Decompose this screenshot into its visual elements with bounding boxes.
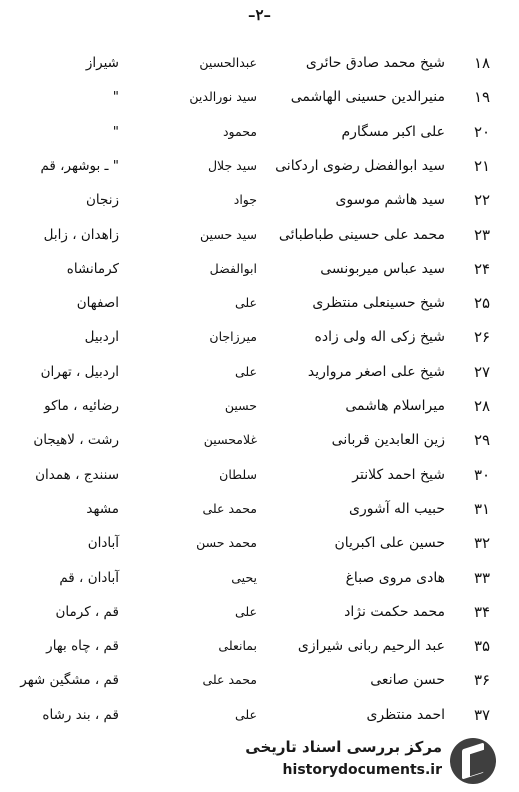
location: آبادان ، قم xyxy=(59,569,119,586)
table-row xyxy=(0,224,519,258)
person-name: شیخ احمد کلانتر xyxy=(352,466,445,483)
location: اردبیل ، تهران xyxy=(40,363,119,380)
person-name: شیخ علی اصغر مروارید xyxy=(307,363,445,380)
father-name: ابوالفضل xyxy=(209,260,257,276)
document-logo-icon xyxy=(450,738,496,784)
table-row xyxy=(0,52,519,86)
person-name: زین العابدین قربانی xyxy=(331,432,445,449)
table-row xyxy=(0,155,519,189)
father-name: محمد علی xyxy=(202,500,257,516)
person-name: شیخ زکی اله ولی زاده xyxy=(314,329,445,346)
table-row xyxy=(0,292,519,326)
person-name: هادی مروی صباغ xyxy=(345,569,445,586)
row-number: ۲۳ xyxy=(473,225,491,244)
person-name: سید هاشم موسوی xyxy=(335,192,445,209)
location: رشت ، لاهیجان xyxy=(33,432,119,449)
person-name: محمد حکمت نژاد xyxy=(344,603,445,620)
person-name: منیرالدین حسینی الهاشمی xyxy=(290,89,445,106)
location: " xyxy=(112,123,119,140)
father-name: سلطان xyxy=(219,466,257,482)
person-name: حبیب اله آشوری xyxy=(349,500,445,517)
person-name: شیخ حسینعلی منتظری xyxy=(312,295,445,312)
table-row xyxy=(0,532,519,566)
row-number: ۲۸ xyxy=(473,397,491,415)
father-name: علی xyxy=(234,363,257,379)
location: مشهد xyxy=(86,500,119,517)
father-name: حسین xyxy=(224,398,257,413)
watermark-url: historydocuments.ir xyxy=(282,762,442,778)
location: سنندج ، همدان xyxy=(35,466,119,483)
table-row xyxy=(0,189,519,223)
father-name: سید جلال xyxy=(207,157,257,173)
person-name: سید عباس میربونسی xyxy=(320,260,445,277)
table-row xyxy=(0,669,519,703)
row-number: ۲۱ xyxy=(473,156,491,175)
father-name: عبدالحسین xyxy=(199,55,257,70)
table-row xyxy=(0,361,519,395)
person-name: حسین علی اکبریان xyxy=(334,535,445,552)
location: قم ، مشگین شهر xyxy=(20,672,119,689)
row-number: ۲۶ xyxy=(473,328,491,347)
location: اردبیل xyxy=(84,329,119,346)
row-number: ۱۹ xyxy=(473,88,491,107)
table-row xyxy=(0,704,519,738)
location: " xyxy=(112,89,119,106)
location: زنجان xyxy=(85,192,119,209)
table-row xyxy=(0,258,519,292)
location: کرمانشاه xyxy=(66,260,119,277)
row-number: ۲۴ xyxy=(473,259,491,278)
row-number: ۳۲ xyxy=(473,534,491,553)
row-number: ۲۵ xyxy=(473,294,491,313)
watermark xyxy=(228,738,496,784)
table-row xyxy=(0,464,519,498)
person-name: حسن صانعی xyxy=(370,672,445,689)
father-name: علی xyxy=(234,706,257,722)
person-name: احمد منتظری xyxy=(366,706,445,723)
location: آبادان xyxy=(87,535,119,552)
row-number: ۱۸ xyxy=(473,54,491,72)
table-row xyxy=(0,395,519,429)
row-number: ۳۱ xyxy=(473,499,491,518)
father-name: محمود xyxy=(222,123,257,139)
location: قم ، چاه بهار xyxy=(46,638,119,655)
father-name: علی xyxy=(234,603,257,619)
location: رضائیه ، ماکو xyxy=(44,398,119,414)
row-number: ۳۳ xyxy=(473,568,491,587)
table-row xyxy=(0,121,519,155)
father-name: سید نورالدین xyxy=(189,89,257,105)
row-number: ۳۷ xyxy=(473,705,491,724)
row-number: ۳۵ xyxy=(473,637,491,656)
person-name: علی اکبر مسگارم xyxy=(341,123,445,140)
father-name: میرزاجان xyxy=(209,329,257,345)
row-number: ۲۷ xyxy=(473,362,491,381)
row-number: ۳۰ xyxy=(473,465,491,484)
row-number: ۲۲ xyxy=(473,191,491,210)
father-name: بمانعلی xyxy=(218,638,257,654)
person-name: سید ابوالفضل رضوی اردکانی xyxy=(275,157,445,174)
table-row xyxy=(0,601,519,635)
table-row xyxy=(0,567,519,601)
father-name: جواد xyxy=(233,192,257,208)
location: اصفهان xyxy=(76,295,119,312)
father-name: محمد حسن xyxy=(196,535,257,551)
location: " ـ بوشهر، قم xyxy=(40,157,119,174)
father-name: محمد علی xyxy=(202,672,257,688)
row-number: ۲۰ xyxy=(473,122,491,141)
table-row xyxy=(0,429,519,463)
table-row xyxy=(0,326,519,360)
person-name: محمد علی حسینی طباطبائی xyxy=(278,226,445,243)
person-name: عبد الرحیم ربانی شیرازی xyxy=(297,638,445,655)
father-name: سید حسین xyxy=(200,226,257,242)
person-name: میراسلام هاشمی xyxy=(345,398,445,414)
watermark-org: مرکز بررسی اسناد تاریخی xyxy=(245,738,442,756)
father-name: یحیی xyxy=(231,569,257,585)
row-number: ۳۴ xyxy=(473,602,491,621)
father-name: علی xyxy=(234,295,257,311)
page-number: –۲– xyxy=(247,6,272,24)
person-name: شیخ محمد صادق حائری xyxy=(305,55,445,71)
row-number: ۲۹ xyxy=(473,431,491,450)
father-name: غلامحسین xyxy=(203,432,257,448)
location: قم ، کرمان xyxy=(55,603,119,620)
location: زاهدان ، زابل xyxy=(43,226,119,243)
table-row xyxy=(0,86,519,120)
location: قم ، بند رشاه xyxy=(42,706,119,723)
location: شیراز xyxy=(85,55,119,71)
table-row xyxy=(0,498,519,532)
table-row xyxy=(0,635,519,669)
row-number: ۳۶ xyxy=(473,671,491,690)
